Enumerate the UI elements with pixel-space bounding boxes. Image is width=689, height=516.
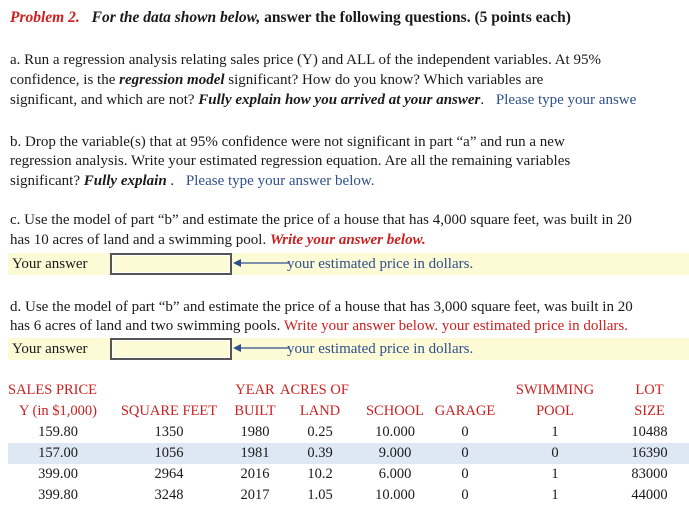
cell: 1981	[230, 443, 280, 464]
part-c-arrow-icon	[233, 256, 289, 270]
part-d-answer-box	[110, 338, 232, 360]
cell: 1	[551, 466, 559, 482]
table-row	[8, 485, 689, 506]
part-b-line3-text: significant?	[10, 173, 84, 189]
part-a-line2-rest: significant? How do you know? Which variables are	[224, 72, 544, 88]
cell: 0.39	[280, 443, 360, 464]
part-a-fully-explain: Fully explain how you arrived at your answer	[198, 92, 481, 108]
cell: 1980	[240, 424, 270, 440]
part-a-line3	[10, 92, 636, 109]
part-a-line2	[10, 72, 543, 89]
part-d-arrow-icon	[233, 341, 289, 355]
part-a-dot: .	[480, 92, 485, 108]
cell: 0	[430, 443, 500, 464]
part-d-answer-input[interactable]	[112, 340, 230, 358]
header-size: SIZE	[634, 403, 665, 419]
header-sales-price: SALES PRICE	[8, 382, 98, 398]
header-lot: LOT	[635, 382, 664, 398]
part-c-write-answer: Write your answer below.	[269, 232, 426, 248]
cell: 10.000	[375, 424, 415, 440]
cell: 9.000	[360, 443, 430, 464]
part-d-line2	[10, 318, 628, 335]
part-b-dot: .	[166, 173, 175, 189]
cell: 1	[551, 487, 559, 503]
cell: 0.25	[307, 424, 333, 440]
cell: 0	[461, 487, 469, 503]
cell: 157.00	[8, 443, 108, 464]
part-c-answer-input[interactable]	[112, 255, 230, 273]
table-header-row-top	[8, 380, 689, 401]
header-built: BUILT	[234, 403, 276, 419]
part-c-line1: c. Use the model of part “b” and estimate the price of a house that has 4,000 square feet, was built in 20	[10, 212, 632, 228]
cell: 10.000	[375, 487, 415, 503]
part-a-line1: a. Run a regression analysis relating sales price (Y) and ALL of the independent variables. At 95%	[10, 52, 601, 68]
header-y-in-1000: Y (in $1,000)	[19, 403, 97, 419]
problem-instruction: For the data shown below,	[91, 9, 261, 26]
part-a-emphasis: regression model	[119, 72, 225, 88]
part-a-line3-text: significant, and which are not?	[10, 92, 199, 108]
cell: 10488	[631, 424, 668, 440]
problem-instruction-rest: answer the following questions. (5 points each)	[264, 9, 571, 26]
cell: 2016	[240, 466, 270, 482]
part-d-write-answer: Write your answer below. your estimated price in dollars.	[283, 318, 629, 334]
part-d-answer-label: Your answer	[12, 341, 88, 357]
cell: 2017	[240, 487, 270, 503]
header-blank-1	[108, 380, 230, 401]
header-swimming: SWIMMING	[515, 382, 595, 398]
cell: 1350	[154, 424, 184, 440]
cell: 0	[461, 466, 469, 482]
header-school: SCHOOL	[365, 403, 424, 419]
part-b-line1: b. Drop the variable(s) that at 95% confidence were not significant in part “a” and run a new	[10, 134, 565, 150]
cell: 1056	[108, 443, 230, 464]
part-c-line2	[10, 232, 426, 249]
cell: 3248	[154, 487, 184, 503]
part-b-line2: regression analysis. Write your estimated regression equation. Are all the remaining variables	[10, 153, 571, 169]
cell: 83000	[631, 466, 668, 482]
header-land: LAND	[299, 403, 341, 419]
problem-title	[10, 9, 571, 27]
part-c-answer-label: Your answer	[12, 256, 88, 272]
cell: 10.2	[307, 466, 333, 482]
table-row	[8, 464, 689, 485]
cell: 6.000	[378, 466, 412, 482]
cell: 2964	[154, 466, 184, 482]
cell: 16390	[610, 443, 689, 464]
part-c-hint: your estimated price in dollars.	[287, 256, 474, 272]
cell: 1	[551, 424, 559, 440]
table-row	[8, 422, 689, 443]
cell: 159.80	[38, 424, 78, 440]
header-garage: GARAGE	[434, 403, 496, 419]
problem-label: Problem 2.	[10, 9, 80, 26]
header-square-feet: SQUARE FEET	[120, 403, 218, 419]
part-a-line2-text: confidence, is the	[10, 72, 120, 88]
header-blank-2	[360, 380, 430, 401]
table-row	[8, 443, 689, 464]
cell: 399.00	[38, 466, 78, 482]
cell: 399.80	[38, 487, 78, 503]
cell: 0	[461, 424, 469, 440]
cell: 0	[500, 443, 610, 464]
header-blank-3	[430, 380, 500, 401]
part-d-hint: your estimated price in dollars.	[287, 341, 474, 357]
header-pool: POOL	[536, 403, 574, 419]
part-d-line1: d. Use the model of part “b” and estimate the price of a house that has 3,000 square feet, was built in 20	[10, 299, 633, 315]
part-c-line2-text: has 10 acres of land and a swimming pool.	[10, 232, 270, 248]
cell: 1.05	[307, 487, 333, 503]
part-c-answer-box	[110, 253, 232, 275]
table-header-row-bottom	[8, 401, 689, 422]
part-b-fully-explain: Fully explain	[83, 173, 167, 189]
part-a-prompt: Please type your answe	[495, 92, 637, 108]
header-year: YEAR	[235, 382, 275, 398]
cell: 44000	[631, 487, 668, 503]
part-b-prompt: Please type your answer below.	[185, 173, 375, 189]
part-d-line2-text: has 6 acres of land and two swimming pools.	[10, 318, 284, 334]
header-acres-of: ACRES OF	[280, 382, 349, 398]
housing-data-table	[8, 380, 689, 506]
part-b-line3	[10, 173, 374, 190]
